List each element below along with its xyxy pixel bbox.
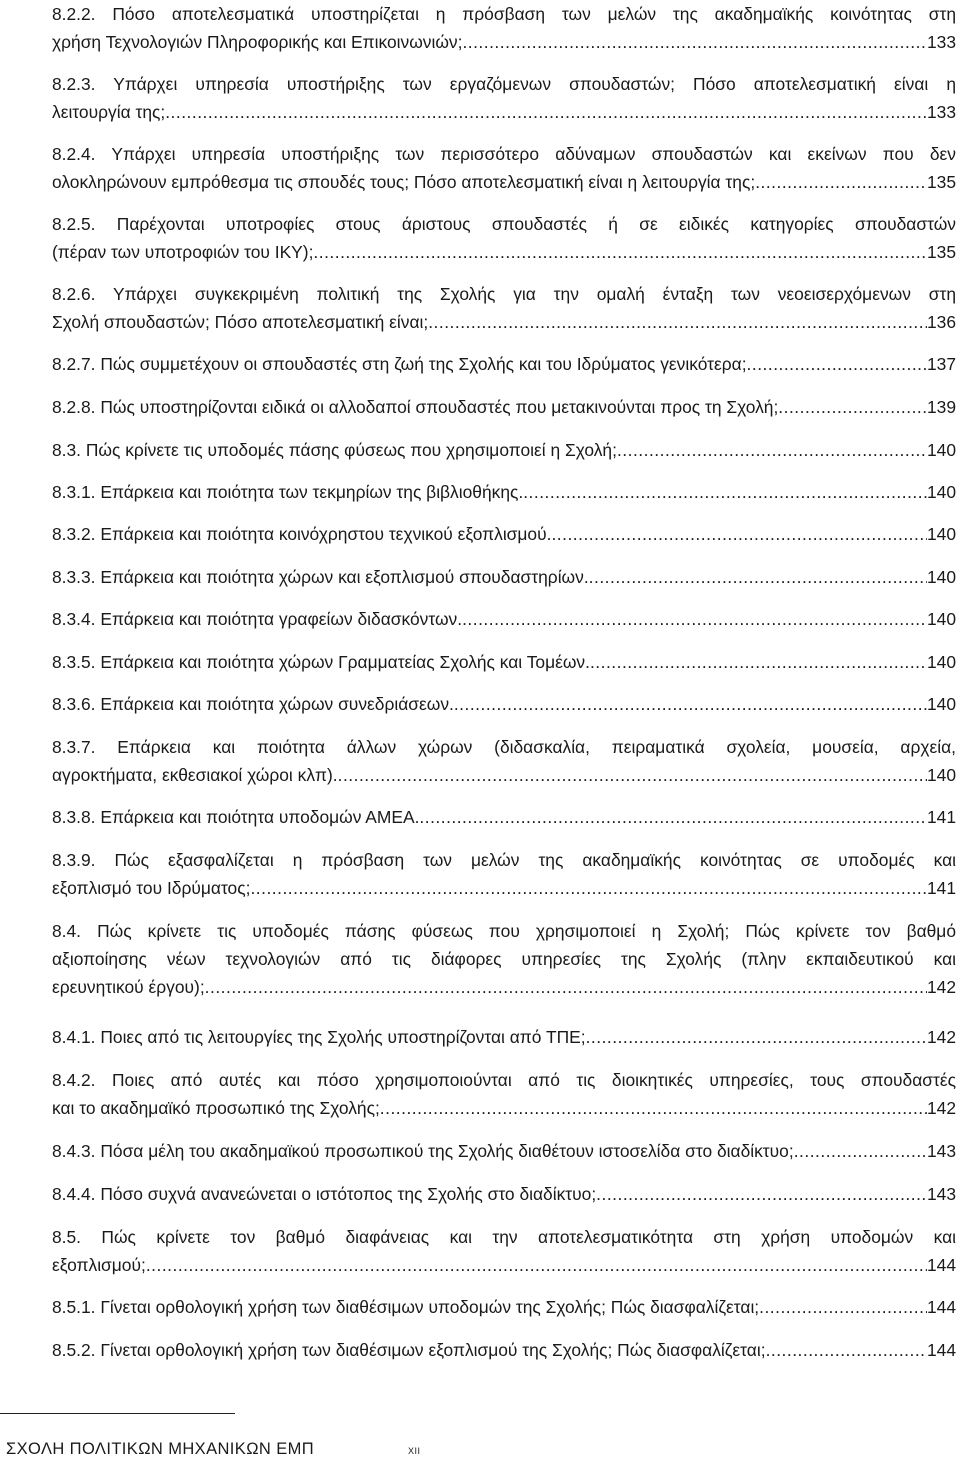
toc-page-number: 140 <box>926 567 956 587</box>
toc-entry-title: 8.3.4. Επάρκεια και ποιότητα γραφείων διδασκόντων. <box>52 609 463 629</box>
toc-entry-title: ερευνητικού έργου); <box>52 977 205 997</box>
toc-entry[interactable] <box>52 1137 956 1165</box>
toc-page-number: 135 <box>926 242 956 262</box>
toc-entry[interactable] <box>52 140 956 196</box>
toc-leader-dots <box>428 308 927 336</box>
toc-entry-title: Σχολή σπουδαστών; Πόσο αποτελεσματική είναι; <box>52 312 429 332</box>
toc-leader-dots <box>146 1251 927 1279</box>
toc-entry-title: 8.2.3. Υπάρχει υπηρεσία υποστήριξης των εργαζόμενων σπουδαστών; Πόσο αποτελεσματική είναι η <box>52 74 956 94</box>
toc-entry[interactable] <box>52 520 956 548</box>
toc-page-number: 142 <box>926 977 956 997</box>
footer-page-number: XII <box>408 1446 421 1456</box>
toc-page-number: 144 <box>926 1255 956 1275</box>
toc-entry[interactable] <box>52 0 956 56</box>
toc-entry-title: 8.3.7. Επάρκεια και ποιότητα άλλων χώρων (διδασκαλία, πειραματικά σχολεία, μουσεία, αρχεία, <box>52 737 956 757</box>
toc-entry-title: χρήση Τεχνολογιών Πληροφορικής και Επικοινωνιών; <box>52 32 463 52</box>
toc-leader-dots <box>523 478 927 506</box>
toc-entry[interactable] <box>52 1336 956 1364</box>
toc-leader-dots <box>617 436 927 464</box>
toc-entry-title: 8.2.8. Πώς υποστηρίζονται ειδικά οι αλλοδαποί σπουδαστές που μετακινούνται προς τη Σχολή; <box>52 397 779 417</box>
toc-entry-title: 8.4.1. Ποιες από τις λειτουργίες της Σχολής υποστηρίζονται από ΤΠΕ; <box>52 1027 586 1047</box>
toc-page-number: 133 <box>926 102 956 122</box>
toc-entry-title: και το ακαδημαϊκό προσωπικό της Σχολής; <box>52 1098 380 1118</box>
toc-leader-dots <box>586 1023 927 1051</box>
toc-page-number: 143 <box>926 1141 956 1161</box>
toc-entry-title: 8.4.3. Πόσα μέλη του ακαδημαϊκού προσωπικού της Σχολής διαθέτουν ιστοσελίδα στο διαδίκτυο; <box>52 1141 794 1161</box>
toc-page-number: 143 <box>926 1184 956 1204</box>
toc-entry[interactable] <box>52 280 956 336</box>
toc-leader-dots <box>462 28 927 56</box>
toc-entry[interactable] <box>52 563 956 591</box>
toc-entry-title: 8.4. Πώς κρίνετε τις υποδομές πάσης φύσεως που χρησιμοποιεί η Σχολή; Πώς κρίνετε τον βαθμό <box>52 921 956 941</box>
toc-leader-dots <box>380 1094 927 1122</box>
toc-entry[interactable] <box>52 210 956 266</box>
toc-entry[interactable] <box>52 648 956 676</box>
toc-leader-dots <box>454 690 927 718</box>
toc-entry-title: 8.4.4. Πόσο συχνά ανανεώνεται ο ιστότοπος της Σχολής στο διαδίκτυο; <box>52 1184 597 1204</box>
footer-divider <box>0 1413 235 1414</box>
toc-page-number: 142 <box>926 1027 956 1047</box>
toc-entry-title: 8.2.7. Πώς συμμετέχουν οι σπουδαστές στη ζωή της Σχολής και του Ιδρύματος γενικότερα; <box>52 354 747 374</box>
toc-leader-dots <box>419 803 927 831</box>
toc-page-number: 137 <box>926 354 956 374</box>
toc-entry[interactable] <box>52 917 956 1001</box>
toc-page-number: 140 <box>926 609 956 629</box>
toc-page-number: 140 <box>926 652 956 672</box>
toc-entry-title: 8.3. Πώς κρίνετε τις υποδομές πάσης φύσεως που χρησιμοποιεί η Σχολή; <box>52 440 617 460</box>
toc-page-number: 136 <box>926 312 956 332</box>
toc-entry[interactable] <box>52 70 956 126</box>
toc-leader-dots <box>338 761 927 789</box>
toc-entry-title: 8.3.6. Επάρκεια και ποιότητα χώρων συνεδριάσεων. <box>52 694 454 714</box>
toc-leader-dots <box>589 563 927 591</box>
toc-page-number: 140 <box>926 440 956 460</box>
toc-entry[interactable] <box>52 393 956 421</box>
toc-entry-title: ολοκληρώνουν εμπρόθεσμα τις σπουδές τους; Πόσο αποτελεσματική είναι η λειτουργία της; <box>52 172 756 192</box>
toc-entry-title: 8.2.2. Πόσο αποτελεσματικά υποστηρίζεται η πρόσβαση των μελών της ακαδημαϊκής κοινότητας στη <box>52 4 956 24</box>
toc-entry[interactable] <box>52 690 956 718</box>
toc-entry[interactable] <box>52 605 956 633</box>
toc-page-number: 144 <box>926 1297 956 1317</box>
toc-entry-title: 8.2.6. Υπάρχει συγκεκριμένη πολιτική της Σχολής για την ομαλή ένταξη των νεοεισερχόμενων στη <box>52 284 956 304</box>
toc-entry[interactable] <box>52 733 956 789</box>
toc-entry-title: λειτουργία της; <box>52 102 166 122</box>
toc-leader-dots <box>596 1180 927 1208</box>
toc-page-number: 140 <box>926 482 956 502</box>
toc-entry-title: 8.5. Πώς κρίνετε τον βαθμό διαφάνειας και την αποτελεσματικότητα στη χρήση υποδομών και <box>52 1227 956 1247</box>
toc-entry[interactable] <box>52 1293 956 1321</box>
toc-entry[interactable] <box>52 846 956 902</box>
toc-entry-title: 8.2.5. Παρέχονται υποτροφίες στους άριστους σπουδαστές ή σε ειδικές κατηγορίες σπουδαστών <box>52 214 956 234</box>
toc-leader-dots <box>755 168 927 196</box>
toc-entry[interactable] <box>52 478 956 506</box>
toc-entry-title: εξοπλισμού; <box>52 1255 146 1275</box>
toc-page-number: 141 <box>926 878 956 898</box>
toc-leader-dots <box>462 605 927 633</box>
toc-leader-dots <box>794 1137 927 1165</box>
toc-page-number: 139 <box>926 397 956 417</box>
toc-entry-title: 8.5.1. Γίνεται ορθολογική χρήση των διαθέσιμων υποδομών της Σχολής; Πώς διασφαλίζεται; <box>52 1297 760 1317</box>
toc-entry-title: 8.3.5. Επάρκεια και ποιότητα χώρων Γραμματείας Σχολής και Τομέων. <box>52 652 590 672</box>
toc-page-number: 140 <box>926 524 956 544</box>
toc-entry-title: 8.3.8. Επάρκεια και ποιότητα υποδομών ΑΜΕΑ. <box>52 807 420 827</box>
toc-entry-title: 8.4.2. Ποιες από αυτές και πόσο χρησιμοποιούνται από τις διοικητικές υπηρεσίες, τους σπουδαστές <box>52 1070 956 1090</box>
toc-entry-title: εξοπλισμό του Ιδρύματος; <box>52 878 251 898</box>
toc-leader-dots <box>747 350 927 378</box>
toc-leader-dots <box>250 874 927 902</box>
toc-leader-dots <box>590 648 927 676</box>
toc-entry-title: 8.3.2. Επάρκεια και ποιότητα κοινόχρηστου τεχνικού εξοπλισμού. <box>52 524 552 544</box>
toc-page-number: 141 <box>926 807 956 827</box>
toc-page-number: 135 <box>926 172 956 192</box>
toc-entry[interactable] <box>52 1223 956 1279</box>
toc-entry-title: 8.3.9. Πώς εξασφαλίζεται η πρόσβαση των μελών της ακαδημαϊκής κοινότητας σε υποδομές και <box>52 850 956 870</box>
toc-entry-title: 8.3.3. Επάρκεια και ποιότητα χώρων και εξοπλισμού σπουδαστηρίων. <box>52 567 589 587</box>
toc-entry[interactable] <box>52 1180 956 1208</box>
toc-entry[interactable] <box>52 1066 956 1122</box>
toc-entry-title: αγροκτήματα, εκθεσιακοί χώροι κλπ). <box>52 765 338 785</box>
toc-leader-dots <box>778 393 927 421</box>
toc-page-number: 140 <box>926 765 956 785</box>
footer-school-name: ΣΧΟΛΗ ΠΟΛΙΤΙΚΩΝ ΜΗΧΑΝΙΚΩΝ ΕΜΠ <box>6 1440 315 1458</box>
toc-page-number: 144 <box>926 1340 956 1360</box>
toc-entry-title: 8.5.2. Γίνεται ορθολογική χρήση των διαθέσιμων εξοπλισμού της Σχολής; Πώς διασφαλίζεται; <box>52 1340 766 1360</box>
toc-page-number: 133 <box>926 32 956 52</box>
toc-leader-dots <box>551 520 927 548</box>
toc-leader-dots <box>165 98 927 126</box>
toc-leader-dots <box>205 973 927 1001</box>
toc-leader-dots <box>759 1293 927 1321</box>
toc-page-number: 142 <box>926 1098 956 1118</box>
toc-entry[interactable] <box>52 436 956 464</box>
toc-entry[interactable] <box>52 1023 956 1051</box>
toc-entry[interactable] <box>52 350 956 378</box>
toc-entry-title: αξιοποίησης νέων τεχνολογιών από τις διάφορες υπηρεσίες της Σχολής (πλην εκπαιδευτικού και <box>52 949 956 969</box>
toc-leader-dots <box>313 238 927 266</box>
toc-leader-dots <box>766 1336 927 1364</box>
toc-entry[interactable] <box>52 803 956 831</box>
toc-page-number: 140 <box>926 694 956 714</box>
toc-entry-title: (πέραν των υποτροφιών του ΙΚΥ); <box>52 242 314 262</box>
toc-entry-title: 8.3.1. Επάρκεια και ποιότητα των τεκμηρίων της βιβλιοθήκης. <box>52 482 524 502</box>
toc-entry-title: 8.2.4. Υπάρχει υπηρεσία υποστήριξης των περισσότερο αδύναμων σπουδαστών και εκείνων που δεν <box>52 144 956 164</box>
